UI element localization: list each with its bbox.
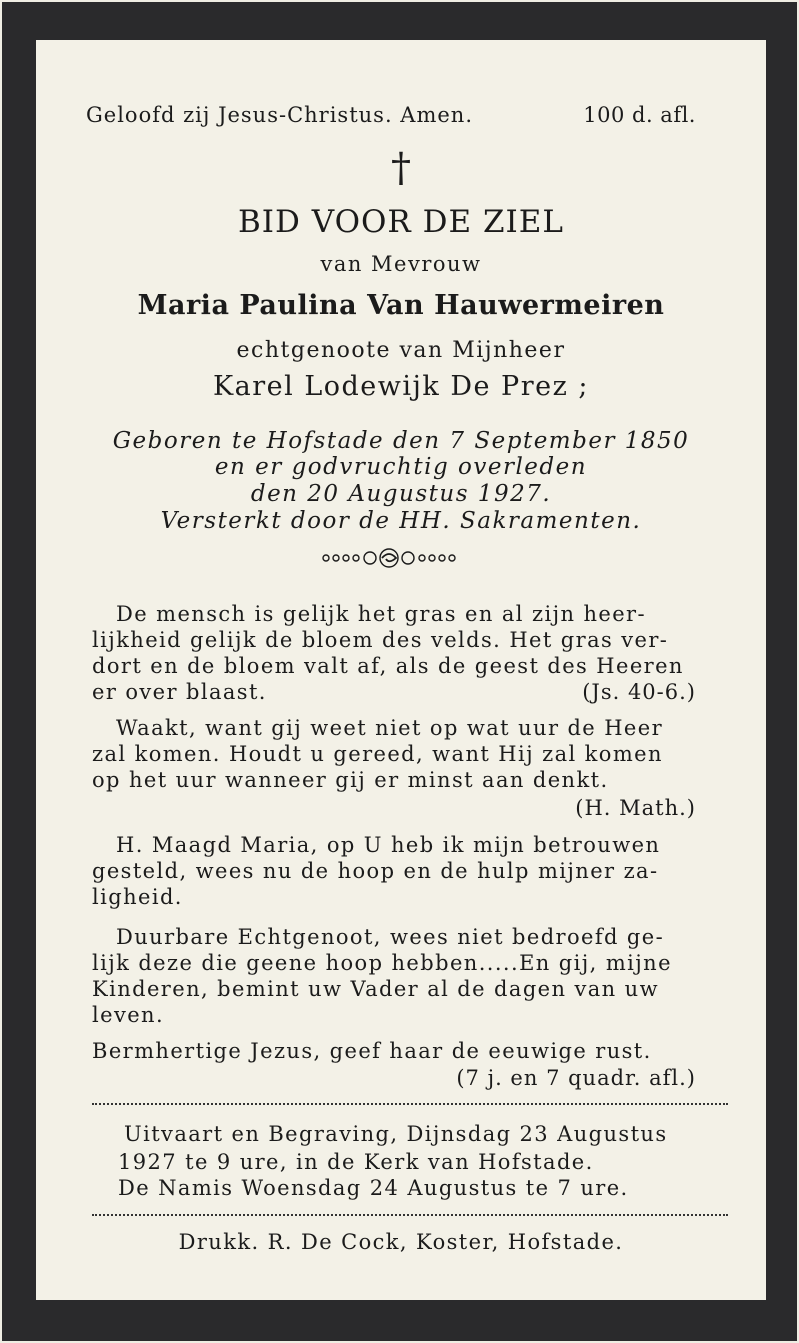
verse-line: De mensch is gelijk het gras en al zijn heer- [116, 602, 646, 626]
card-paper [36, 40, 766, 1300]
verse-reference: (Js. 40-6.) [582, 680, 696, 704]
verse-line: zal komen. Houdt u gereed, want Hij zal komen [92, 742, 663, 766]
van-mevrouw: van Mevrouw [320, 252, 482, 276]
verse-line: lijk deze die geene hoop hebben.....En gij, mijne [92, 951, 672, 975]
verse-line: gesteld, wees nu de hoop en de hulp mijner za- [92, 859, 659, 883]
spouse-name: Karel Lodewijk De Prez ; [212, 371, 590, 402]
ornament-divider [36, 545, 766, 575]
dotted-divider [92, 1214, 728, 1216]
verse-reference: (7 j. en 7 quadr. afl.) [456, 1066, 696, 1090]
cross-icon: † [391, 145, 411, 191]
dotted-divider [92, 1103, 728, 1105]
funeral-line: De Namis Woensdag 24 Augustus te 7 ure. [118, 1176, 629, 1200]
ornament-icon [316, 545, 486, 571]
verse-line: Duurbare Echtgenoot, wees niet bedroefd ge- [116, 925, 665, 949]
printer-credit: Drukk. R. De Cock, Koster, Hofstade. [178, 1230, 624, 1254]
spouse-intro: echtgenoote van Mijnheer [236, 338, 566, 363]
card-title: BID VOOR DE ZIEL [238, 204, 564, 240]
verse-reference: (H. Math.) [575, 796, 696, 820]
funeral-line: Uitvaart en Begraving, Dijnsdag 23 Augustus [124, 1122, 668, 1146]
funeral-line: 1927 te 9 ure, in de Kerk van Hofstade. [118, 1150, 594, 1174]
verse-line: Bermhertige Jezus, geef haar de eeuwige rust. [92, 1039, 652, 1063]
verse-line: Kinderen, bemint uw Vader al de dagen van uw [92, 977, 659, 1001]
deceased-name: Maria Paulina Van Hauwermeiren [137, 290, 665, 321]
verse-line: H. Maagd Maria, op U heb ik mijn betrouwen [116, 833, 661, 857]
black-mourning-border [2, 2, 797, 1341]
bio-line: den 20 Augustus 1927. [250, 481, 552, 507]
verse-line: leven. [92, 1003, 165, 1027]
verse-line: Waakt, want gij weet niet op wat uur de Heer [116, 716, 664, 740]
verse-line: er over blaast. [92, 680, 267, 704]
bio-line: Versterkt door de HH. Sakramenten. [160, 508, 642, 534]
header-prayer: Geloofd zij Jesus-Christus. Amen. [86, 103, 474, 127]
verse-line: op het uur wanneer gij er minst aan denkt. [92, 768, 609, 792]
verse-line: lijkheid gelijk de bloem des velds. Het gras ver- [92, 628, 669, 652]
bio-line: Geboren te Hofstade den 7 September 1850 [112, 428, 690, 454]
header-indulgence: 100 d. afl. [583, 103, 696, 127]
verse-line: ligheid. [92, 885, 183, 909]
bio-line: en er godvruchtig overleden [214, 454, 588, 480]
verse-line: dort en de bloem valt af, als de geest des Heeren [92, 654, 684, 678]
